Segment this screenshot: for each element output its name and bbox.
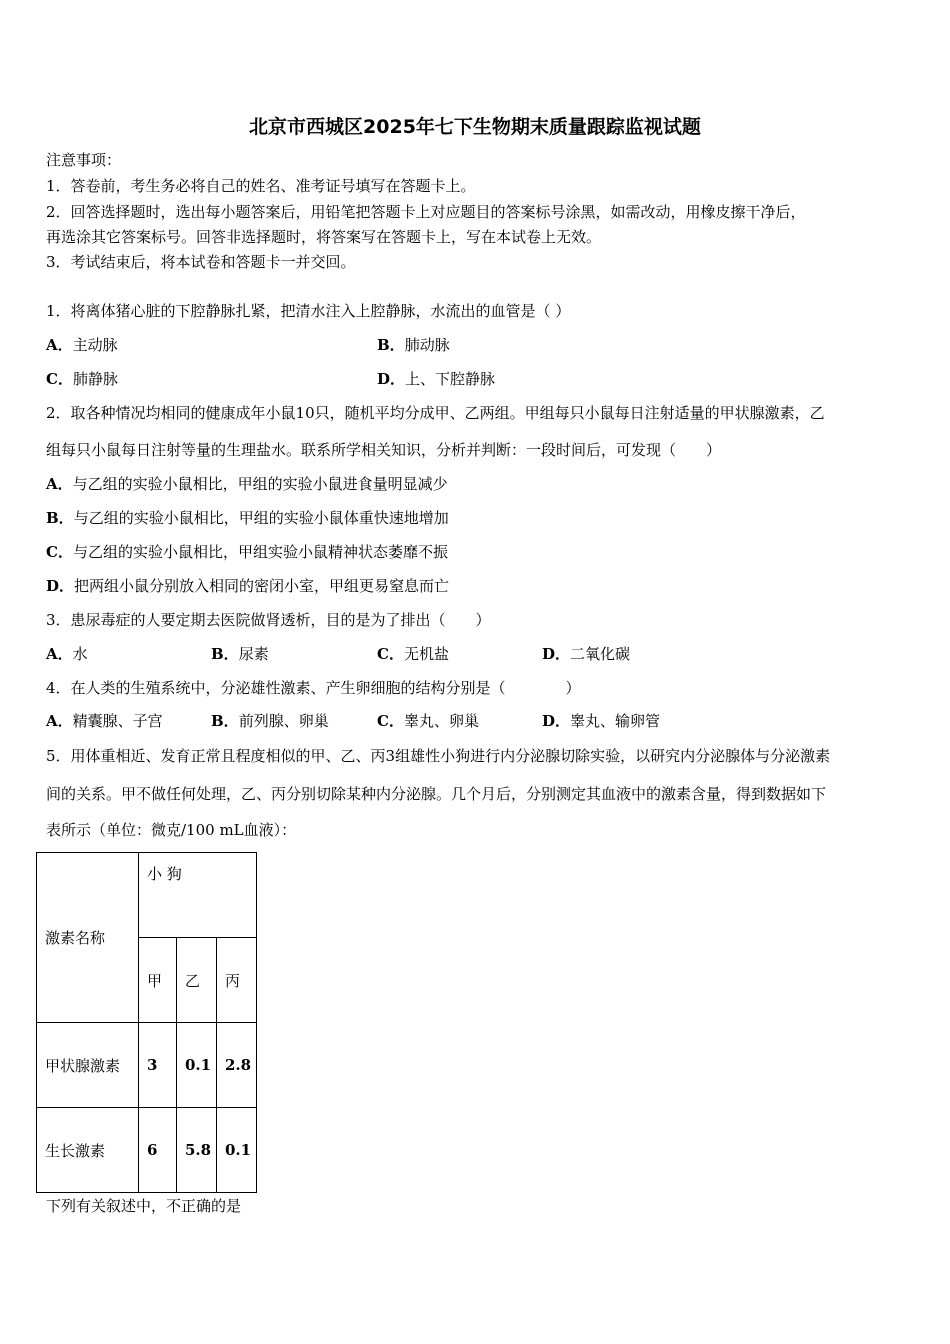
table-column-header: 乙 (177, 938, 217, 1023)
table-row (37, 1023, 257, 1108)
notice-item: 2．回答选择题时，选出每小题答案后，用铅笔把答题卡上对应题目的答案标号涂黑，如需改动，用橡皮擦干净后， (46, 203, 806, 221)
q1-option-d: D．上、下腔静脉 (377, 370, 496, 388)
q3-option-b: B．尿素 (211, 645, 269, 663)
question-3-stem: 3．患尿毒症的人要定期去医院做肾透析，目的是为了排出（ ） (46, 611, 491, 629)
question-4-stem: 4．在人类的生殖系统中，分泌雄性激素、产生卵细胞的结构分别是（ ） (46, 679, 581, 697)
q1-option-a: A．主动脉 (46, 336, 118, 354)
question-2-stem: 组每只小鼠每日注射等量的生理盐水。联系所学相关知识，分析并判断：一段时间后，可发现（ ） (46, 441, 722, 459)
hormone-table (36, 852, 257, 1193)
table-column-header: 丙 (217, 938, 257, 1023)
table-cell: 2.8 (217, 1023, 257, 1108)
question-5-followup: 下列有关叙述中，不正确的是 (46, 1197, 242, 1215)
table-row-header: 激素名称 (37, 853, 139, 1023)
notice-item: 再选涂其它答案标号。回答非选择题时，将答案写在答题卡上，写在本试卷上无效。 (46, 228, 602, 246)
table-group-header: 小 狗 (139, 853, 257, 938)
table-cell: 0.1 (177, 1023, 217, 1108)
notice-item: 1．答卷前，考生务必将自己的姓名、准考证号填写在答题卡上。 (46, 177, 476, 195)
q3-option-c: C．无机盐 (377, 645, 449, 663)
q2-option-c: C．与乙组的实验小鼠相比，甲组实验小鼠精神状态萎靡不振 (46, 543, 448, 561)
table-column-header: 甲 (139, 938, 177, 1023)
table-row (37, 1108, 257, 1193)
q4-option-b: B．前列腺、卵巢 (211, 712, 329, 730)
q1-option-c: C．肺静脉 (46, 370, 118, 388)
question-2-stem: 2．取各种情况均相同的健康成年小鼠10只，随机平均分成甲、乙两组。甲组每只小鼠每日注射适量的甲状腺激素，乙 (46, 404, 825, 422)
table-row-name: 甲状腺激素 (37, 1023, 139, 1108)
notice-item: 3．考试结束后，将本试卷和答题卡一并交回。 (46, 253, 356, 271)
table-cell: 6 (139, 1108, 177, 1193)
q2-option-b: B．与乙组的实验小鼠相比，甲组的实验小鼠体重快速地增加 (46, 509, 449, 527)
question-5-stem: 间的关系。甲不做任何处理，乙、丙分别切除某种内分泌腺。几个月后，分别测定其血液中的激素含量，得到数据如下 (46, 785, 827, 803)
page-title: 北京市西城区2025年七下生物期末质量跟踪监视试题 (249, 116, 701, 138)
q3-option-a: A．水 (46, 645, 88, 663)
q2-option-d: D．把两组小鼠分别放入相同的密闭小室，甲组更易窒息而亡 (46, 577, 450, 595)
q2-option-a: A．与乙组的实验小鼠相比，甲组的实验小鼠进食量明显减少 (46, 475, 448, 493)
table-cell: 3 (139, 1023, 177, 1108)
question-1-stem: 1．将离体猪心脏的下腔静脉扎紧，把清水注入上腔静脉，水流出的血管是（ ） (46, 302, 571, 320)
q4-option-c: C．睾丸、卵巢 (377, 712, 479, 730)
table-cell: 5.8 (177, 1108, 217, 1193)
table-row-name: 生长激素 (37, 1108, 139, 1193)
table-cell: 0.1 (217, 1108, 257, 1193)
notice-heading: 注意事项： (46, 151, 122, 169)
q3-option-d: D．二氧化碳 (542, 645, 631, 663)
q1-option-b: B．肺动脉 (377, 336, 450, 354)
q4-option-d: D．睾丸、输卵管 (542, 712, 661, 730)
q4-option-a: A．精囊腺、子宫 (46, 712, 163, 730)
question-5-stem: 5．用体重相近、发育正常且程度相似的甲、乙、丙3组雄性小狗进行内分泌腺切除实验，以研究内分泌腺体与分泌激素 (46, 747, 831, 765)
question-5-stem: 表所示（单位：微克/100 mL血液）： (46, 821, 297, 839)
